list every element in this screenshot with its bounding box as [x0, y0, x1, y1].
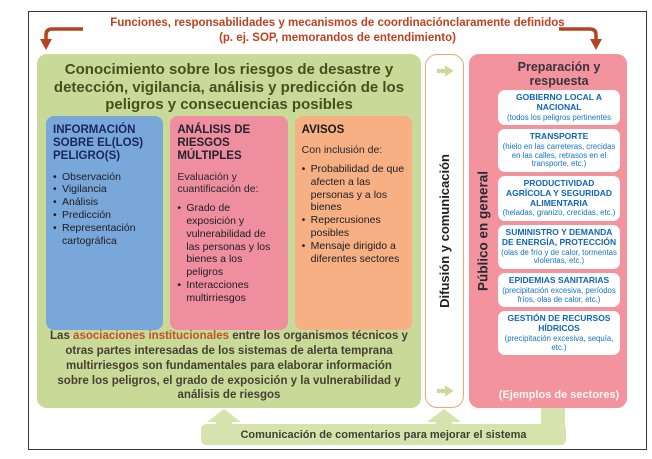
institutional-partnerships-note [49, 329, 409, 403]
sector-name: TRANSPORTE [529, 131, 589, 142]
bullet-item: • Interacciones multirriesgos [177, 279, 280, 305]
bullet-item: • Observación [53, 171, 156, 184]
sector-detail: (heladas, granizo, crecidas, etc.) [502, 208, 616, 218]
bullet-item: • Probabilidad de que afecten a las personas y a los bienes [302, 163, 405, 214]
knowledge-title: Conocimiento sobre los riesgos de desastre y detección, vigilancia, análisis y predicción de los peligros y consecuencias posibles [53, 61, 405, 114]
card-title: INFORMACIÓN SOBRE EL(LOS) PELIGRO(S) [53, 124, 144, 163]
sector-list [498, 90, 620, 355]
bullet-item: • Mensaje dirigido a diferentes sectores [302, 240, 405, 266]
sector-card-health [498, 273, 620, 307]
sector-card-transport [498, 129, 620, 172]
response-panel [469, 54, 627, 408]
card-intro: Con inclusión de: [301, 144, 383, 157]
sector-detail: (todos los peligros pertinentes [506, 112, 612, 122]
bullet-item: • Vigilancia [53, 183, 156, 196]
diffusion-column [425, 54, 464, 408]
bullet-item: • Predicción [53, 209, 156, 222]
card-multi-risk-analysis [170, 116, 287, 330]
right-arrow-icon [435, 384, 455, 398]
sector-detail: (precipitación excesiva, períodos fríos, olas de calor, etc.) [502, 285, 616, 304]
sector-name: GOBIERNO LOCAL A NACIONAL [516, 92, 602, 112]
sector-detail: (precipitación excesiva, sequía, etc.) [504, 333, 614, 352]
sector-name: SUMINISTRO Y DEMANDA DE ENERGÍA, PROTECCIÓN [501, 227, 617, 247]
knowledge-cards [46, 116, 412, 330]
response-title: Preparación y respuesta [517, 60, 601, 89]
feedback-label: Comunicación de comentarios para mejorar el sistema [240, 428, 527, 441]
sector-detail: (hielo en las carreteras, crecidas en las calles, retrasos en el transporte, etc.) [502, 142, 616, 169]
sector-card-agriculture [498, 176, 620, 221]
card-title: ANÁLISIS DE RIESGOS MÚLTIPLES [177, 124, 251, 163]
sector-name: PRODUCTIVIDAD AGRÍCOLA Y SEGURIDAD ALIMENTARIA [505, 178, 613, 208]
header-line-1: Funciones, responsabilidades y mecanismos de coordinaciónclaramente definidos [110, 17, 565, 29]
header-line-2: (p. ej. SOP, memorandos de entendimiento) [219, 31, 456, 44]
card-bullet-list [302, 163, 405, 265]
elbow-arrow-down-right-icon [557, 24, 603, 54]
knowledge-panel [37, 54, 421, 408]
diffusion-label: Difusión y comunicación [437, 154, 452, 308]
diagram-frame [28, 11, 647, 450]
feedback-bar [201, 424, 566, 445]
card-intro: Evaluación y cuantificación de: [177, 170, 259, 196]
card-warnings [295, 116, 412, 330]
bullet-item: • Repercusiones posibles [302, 214, 405, 240]
sector-card-water [498, 311, 620, 355]
card-title: AVISOS [301, 124, 345, 136]
note-highlight: asociaciones institucionales [73, 330, 229, 343]
card-bullet-list [177, 202, 280, 304]
sector-examples-label: (Ejemplos de sectores) [498, 389, 620, 401]
header-title [99, 16, 576, 46]
bullet-item: • Análisis [53, 196, 156, 209]
elbow-arrow-down-left-icon [39, 24, 85, 54]
sector-detail: (olas de frío y de calor, tormentas violentas, etc.) [501, 247, 617, 266]
sector-name: EPIDEMIAS SANITARIAS [508, 275, 610, 286]
bullet-item: • Representación cartográfica [53, 222, 156, 248]
note-suffix: entre los organismos técnicos y otras partes interesadas de los sistemas de alerta temprana multirriesgos son fundamentales para elaborar información sobre los peligros, el grado de exposición y la vulnerabilidad y análisis de riesgos [57, 330, 408, 402]
right-arrow-icon [435, 64, 455, 78]
sector-card-energy [498, 225, 620, 269]
card-hazard-information [46, 116, 163, 330]
card-bullet-list [53, 171, 156, 248]
note-prefix: Las [50, 330, 74, 343]
bullet-item: • Grado de exposición y vulnerabilidad de las personas y los bienes a los peligros [177, 202, 280, 279]
public-side-label: Público en general [475, 170, 491, 292]
sector-name: GESTIÓN DE RECURSOS HÍDRICOS [507, 313, 611, 334]
sector-card-government [498, 90, 620, 125]
